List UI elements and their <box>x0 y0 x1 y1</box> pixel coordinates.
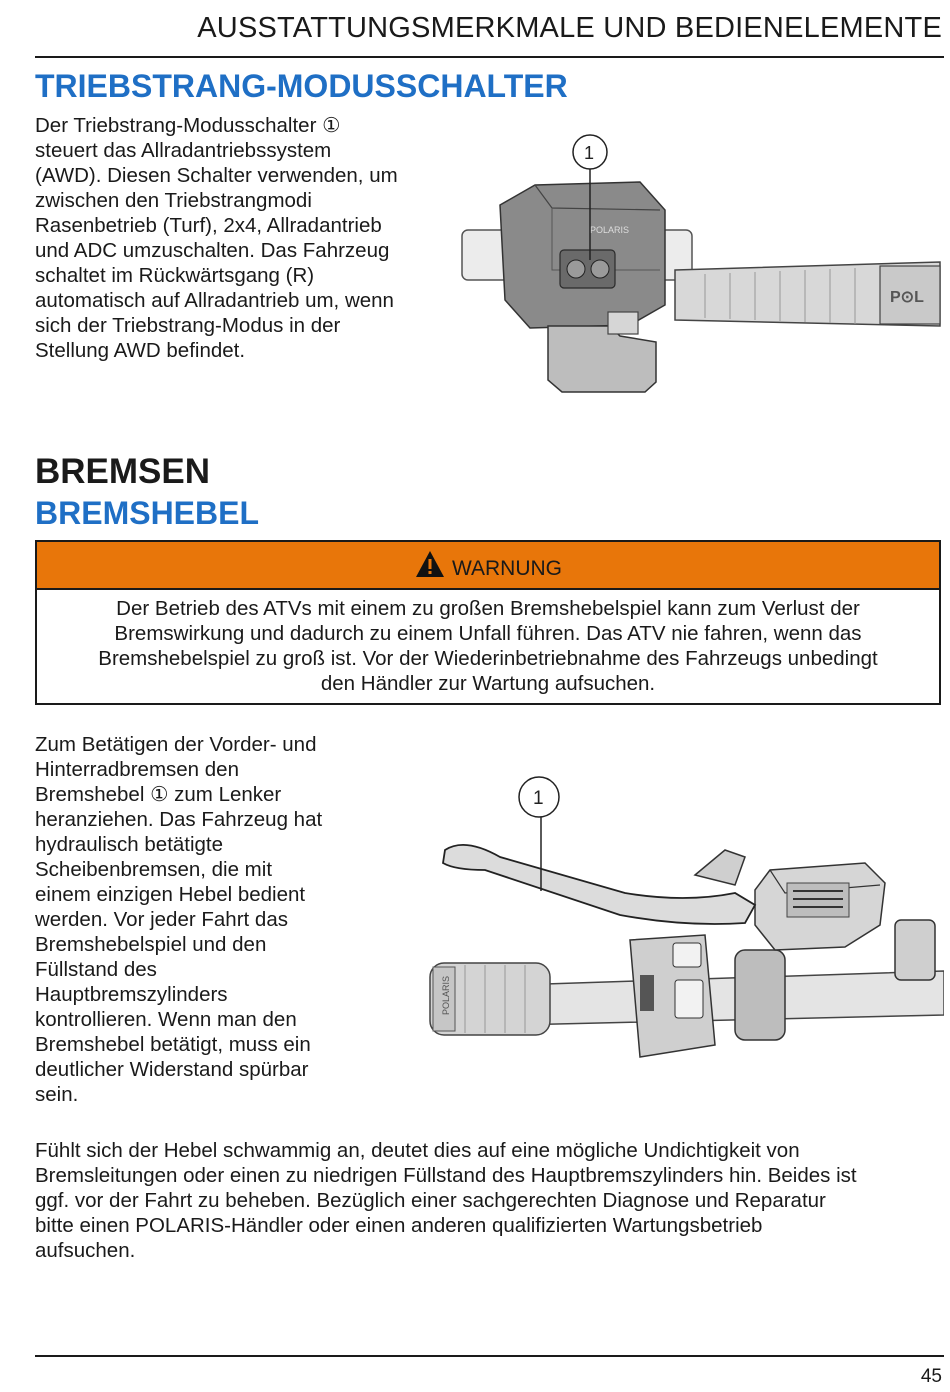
grip-end-mark: P⊙L <box>890 289 924 306</box>
grip-brand-label: POLARIS <box>441 975 451 1015</box>
brake-maintenance-paragraph <box>35 1138 857 1263</box>
callout-number: 1 <box>533 788 544 809</box>
text-line: werden. Vor jeder Fahrt das <box>35 908 288 931</box>
page-header-title: AUSSTATTUNGSMERKMALE UND BEDIENELEMENTE <box>197 12 942 44</box>
text-line: sich der Triebstrang-Modus in der <box>35 314 341 337</box>
header-divider <box>35 56 944 58</box>
text-line: Fühlt sich der Hebel schwammig an, deutet dies auf eine mögliche Undichtigkeit von <box>35 1139 800 1162</box>
brake-lever-illustration <box>425 775 944 1065</box>
drive-mode-description <box>35 113 398 363</box>
drive-mode-switch-illustration <box>460 130 944 410</box>
switch-brand-label: POLARIS <box>590 225 630 235</box>
subsection-heading-brake-lever: BREMSHEBEL <box>35 495 260 531</box>
text-line: Der Betrieb des ATVs mit einem zu großen Bremshebelspiel kann zum Verlust der <box>116 597 860 620</box>
text-line: hydraulisch betätigte <box>35 833 224 856</box>
text-line: Rasenbetrieb (Turf), 2x4, Allradantrieb <box>35 214 382 237</box>
warning-label: WARNUNG <box>451 557 563 580</box>
text-line: sein. <box>35 1083 79 1106</box>
text-line: heranziehen. Das Fahrzeug hat <box>35 808 323 831</box>
section-heading-drive-mode-switch: TRIEBSTRANG-MODUSSCHALTER <box>35 68 568 104</box>
text-line: Bremshebel ① zum Lenker <box>35 783 282 806</box>
text-line: schaltet im Rückwärtsgang (R) <box>35 264 315 287</box>
brake-lever-description <box>35 732 322 1107</box>
warning-text <box>37 590 939 696</box>
text-line: Hauptbremszylinders <box>35 983 228 1006</box>
warning-box <box>35 540 941 705</box>
callout-number: 1 <box>584 143 595 163</box>
text-line: ggf. vor der Fahrt zu beheben. Bezüglich einer sachgerechten Diagnose und Reparatur <box>35 1189 826 1212</box>
text-line: den Händler zur Wartung aufsuchen. <box>320 672 656 695</box>
text-line: deutlicher Widerstand spürbar <box>35 1058 309 1081</box>
text-line: Bremshebelspiel und den <box>35 933 267 956</box>
text-line: aufsuchen. <box>35 1239 136 1262</box>
text-line: einem einzigen Hebel bedient <box>35 883 306 906</box>
text-line: Bremshebelspiel zu groß ist. Vor der Wiederinbetriebnahme des Fahrzeugs unbedingt <box>98 647 878 670</box>
text-line: Bremshebel betätigt, muss ein <box>35 1033 311 1056</box>
text-line: steuert das Allradantriebssystem <box>35 139 332 162</box>
text-line: automatisch auf Allradantrieb um, wenn <box>35 289 394 312</box>
page-number: 45 <box>920 1366 942 1387</box>
footer-divider <box>35 1355 944 1357</box>
text-line: Bremsleitungen oder einen zu niedrigen Füllstand des Hauptbremszylinders hin. Beides ist <box>35 1164 857 1187</box>
text-line: (AWD). Diesen Schalter verwenden, um <box>35 164 398 187</box>
text-line: Der Triebstrang-Modusschalter ① <box>35 114 341 137</box>
text-line: zwischen den Triebstrangmodi <box>35 189 312 212</box>
text-line: Füllstand des <box>35 958 157 981</box>
section-heading-brakes: BREMSEN <box>35 452 211 491</box>
text-line: kontrollieren. Wenn man den <box>35 1008 297 1031</box>
warning-header <box>37 542 939 590</box>
text-line: Zum Betätigen der Vorder- und <box>35 733 317 756</box>
text-line: Hinterradbremsen den <box>35 758 239 781</box>
text-line: und ADC umzuschalten. Das Fahrzeug <box>35 239 390 262</box>
text-line: Bremswirkung und dadurch zu einem Unfall führen. Das ATV nie fahren, wenn das <box>114 622 862 645</box>
warning-triangle-icon <box>414 549 446 579</box>
text-line: Stellung AWD befindet. <box>35 339 246 362</box>
text-line: Scheibenbremsen, die mit <box>35 858 273 881</box>
text-line: bitte einen POLARIS-Händler oder einen anderen qualifizierten Wartungsbetrieb <box>35 1214 763 1237</box>
